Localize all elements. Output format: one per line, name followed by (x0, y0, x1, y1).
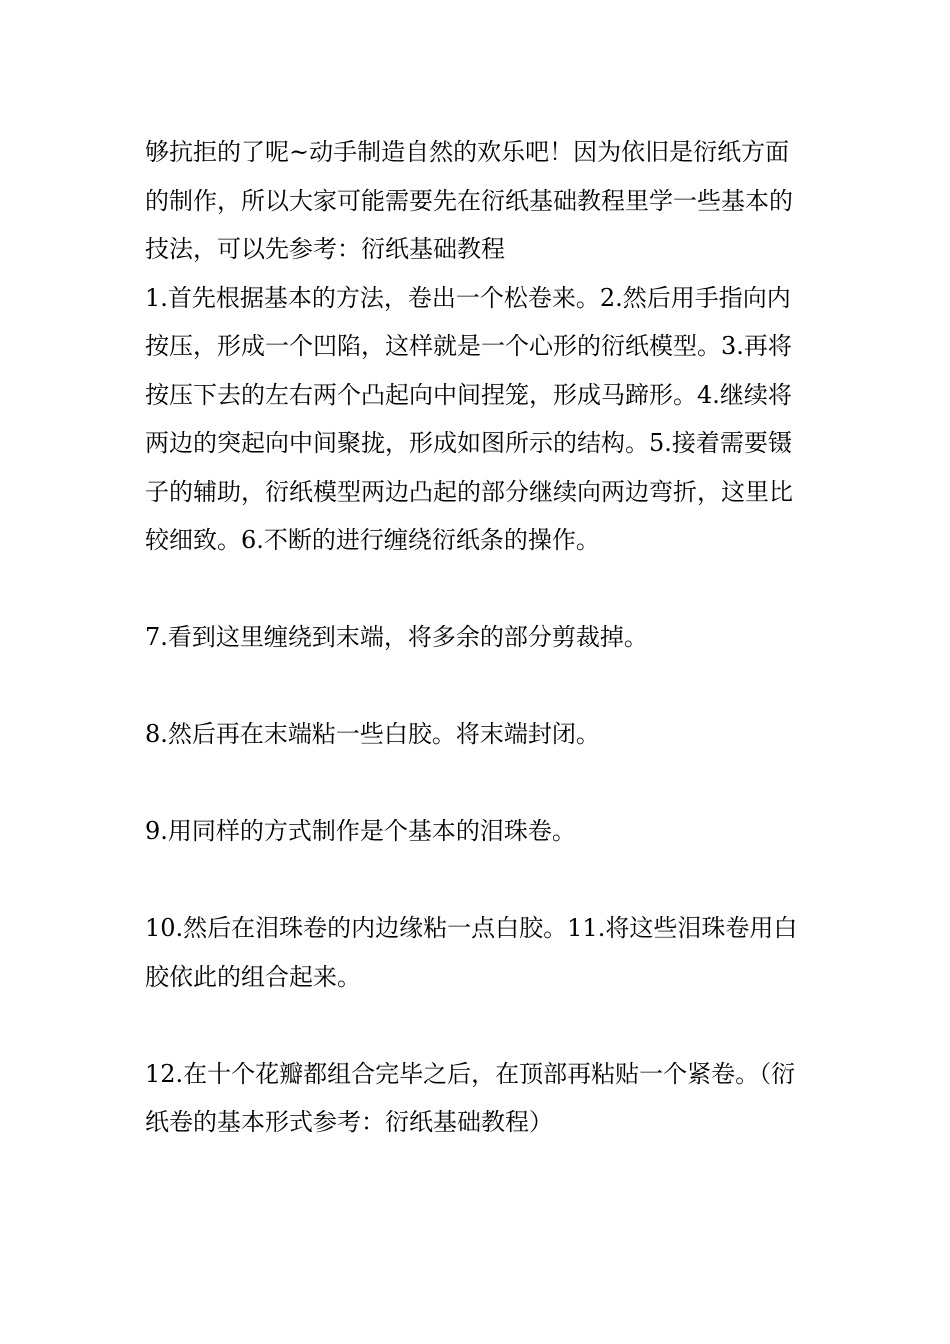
paragraph-steps-10-11: 10.然后在泪珠卷的内边缘粘一点白胶。11.将这些泪珠卷用白胶依此的组合起来。 (145, 914, 798, 991)
document-body (145, 128, 810, 1147)
paragraph-spacer (145, 1001, 810, 1050)
paragraph-spacer (145, 856, 810, 905)
paragraph-spacer (145, 565, 810, 614)
paragraph-step-12: 12.在十个花瓣都组合完毕之后，在顶部再粘贴一个紧卷。（衍纸卷的基本形式参考：衍纸基础教程） (145, 1059, 796, 1136)
paragraph-spacer (145, 662, 810, 711)
paragraph-steps-1-6: 1.首先根据基本的方法，卷出一个松卷来。2.然后用手指向内按压，形成一个凹陷，这样就是一个心形的衍纸模型。3.再将按压下去的左右两个凸起向中间捏笼，形成马蹄形。4.继续将两边的突起向中间聚拢，形成如图所示的结构。5.接着需要镊子的辅助，衍纸模型两边凸起的部分继续向两边弯折，这里比较细致。6.不断的进行缠绕衍纸条的操作。 (145, 283, 793, 554)
paragraph-step-7: 7.看到这里缠绕到末端，将多余的部分剪裁掉。 (145, 623, 648, 651)
paragraph-spacer (145, 759, 810, 808)
paragraph-intro: 够抗拒的了呢~动手制造自然的欢乐吧！因为依旧是衍纸方面的制作，所以大家可能需要先在衍纸基础教程里学一些基本的技法，可以先参考：衍纸基础教程 (145, 138, 793, 263)
paragraph-step-8: 8.然后再在末端粘一些白胶。将末端封闭。 (145, 720, 600, 748)
paragraph-step-9: 9.用同样的方式制作是个基本的泪珠卷。 (145, 817, 576, 845)
